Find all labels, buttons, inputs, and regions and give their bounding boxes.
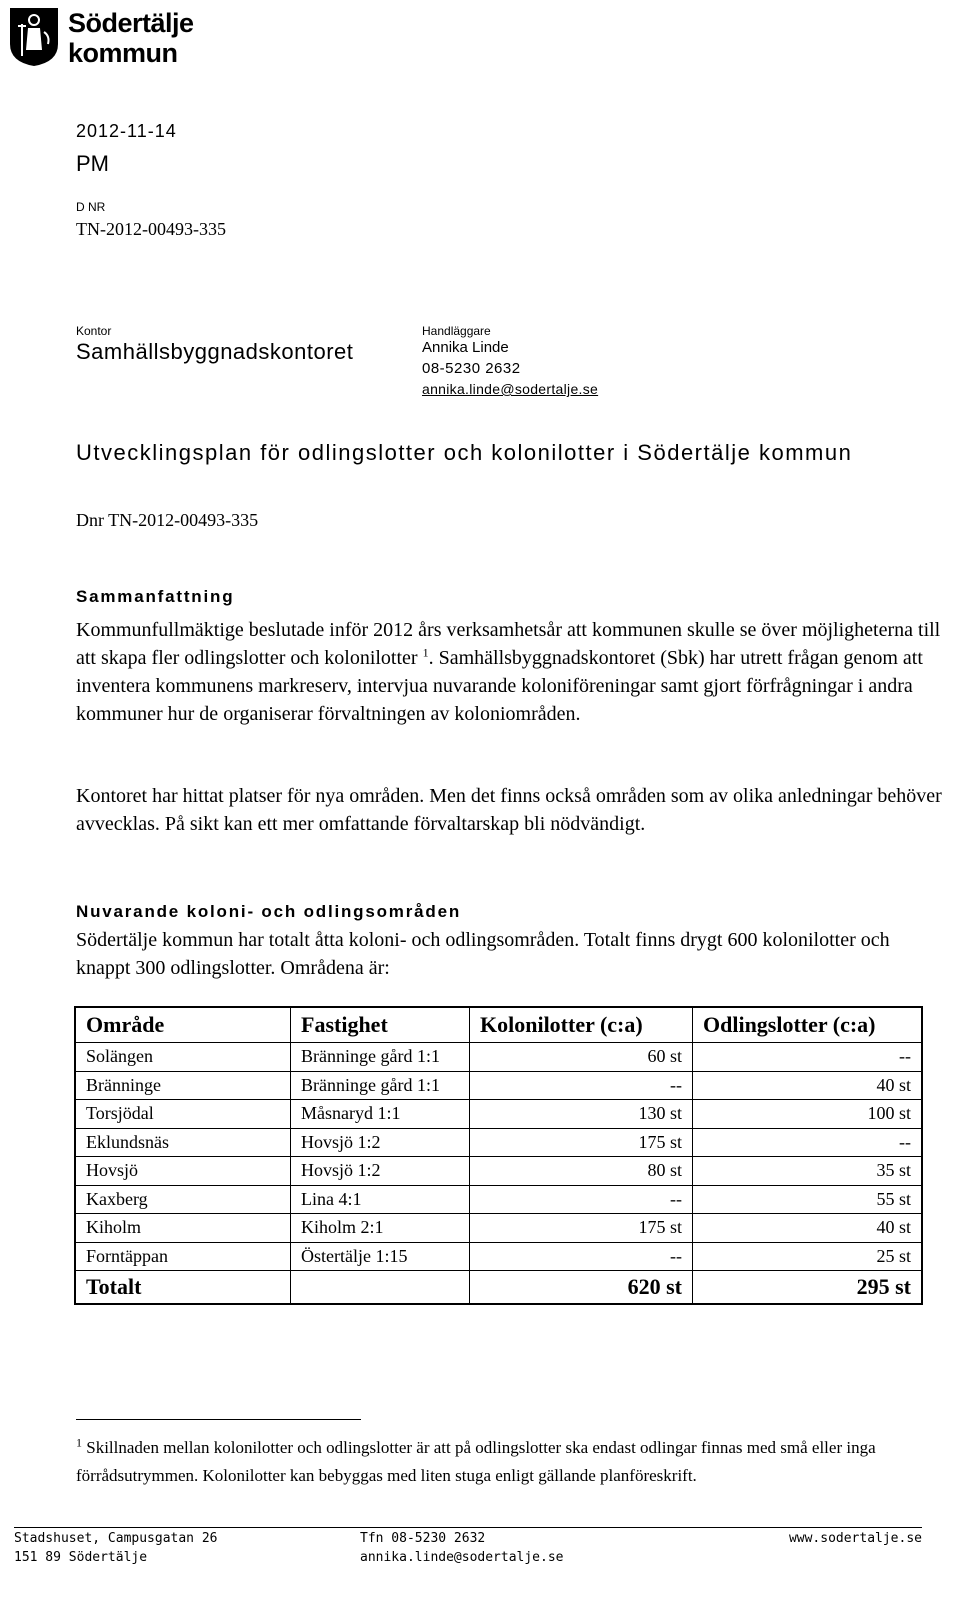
coat-of-arms-icon (8, 6, 60, 68)
summary-text-before: Kommunfullmäktige beslutade inför 2012 års verksamhetsår att kommunen skulle se över möjligheterna till att skapa fler odlingslotter och kolonilotter (76, 619, 941, 669)
footnote-text: Skillnaden mellan kolonilotter och odlingslotter är att på odlingslotter ska endast odlingar finnas med små eller inga förrådsutrymmen. Kolonilotter kan bebyggas med liten stuga enligt gällande planföreskrift. (76, 1438, 876, 1485)
cell-area: Kaxberg (75, 1185, 291, 1214)
cell-property: Måsnaryd 1:1 (291, 1100, 470, 1129)
total-cell-property (291, 1271, 470, 1305)
cell-colony-plots: 175 st (470, 1214, 693, 1243)
page-title: Utvecklingsplan för odlingslotter och kolonilotter i Södertälje kommun (76, 440, 853, 465)
table-row (75, 1214, 922, 1243)
footer-website[interactable]: www.sodertalje.se (788, 1531, 922, 1546)
document-date: 2012-11-14 (76, 121, 177, 141)
cell-property: Hovsjö 1:2 (291, 1128, 470, 1157)
footer-email[interactable]: annika.linde@sodertalje.se (360, 1550, 564, 1565)
cell-area: Eklundsnäs (75, 1128, 291, 1157)
total-cell-colony-plots: 620 st (470, 1271, 693, 1305)
handler-email-link[interactable]: annika.linde@sodertalje.se (422, 381, 599, 397)
cell-property: Kiholm 2:1 (291, 1214, 470, 1243)
footer-address-line1: Stadshuset, Campusgatan 26 (14, 1531, 218, 1546)
table-row (75, 1242, 922, 1271)
handler-name: Annika Linde (422, 339, 509, 356)
org-name-line2: kommun (68, 38, 178, 68)
org-name-line1: Södertälje (68, 8, 194, 38)
summary-heading: Sammanfattning (76, 587, 235, 606)
summary-paragraph-2: Kontoret har hittat platser för nya områden. Men det finns också områden som av olika anledningar behöver avvecklas. På sikt kan ett mer omfattande förvaltarskap bli nödvändigt. (76, 785, 942, 835)
summary-text-after: . Samhällsbyggnadskontoret (Sbk) har utrett frågan genom att inventera kommunens markreserv, intervjua nuvarande koloniföreningar samt gjort förfrågningar i andra kommuner hur de organiserar förvaltningen av koloniområden. (76, 647, 923, 725)
cell-area: Kiholm (75, 1214, 291, 1243)
handler-phone: 08-5230 2632 (422, 360, 521, 377)
current-areas-heading: Nuvarande koloni- och odlingsområden (76, 902, 462, 921)
table-row (75, 1043, 922, 1072)
cell-colony-plots: -- (470, 1242, 693, 1271)
footnote-divider (76, 1419, 361, 1420)
handler-label: Handläggare (422, 324, 491, 338)
cell-growing-plots: 40 st (693, 1214, 923, 1243)
col-header-area: Område (75, 1007, 291, 1043)
current-areas-paragraph: Södertälje kommun har totalt åtta koloni- och odlingsområden. Totalt finns drygt 600 kolonilotter och knappt 300 odlingslotter. Områdena är: (76, 929, 890, 979)
summary-paragraph-1 (76, 616, 946, 728)
cell-property: Lina 4:1 (291, 1185, 470, 1214)
cell-growing-plots: 35 st (693, 1157, 923, 1186)
cell-property: Östertälje 1:15 (291, 1242, 470, 1271)
cell-area: Solängen (75, 1043, 291, 1072)
table-row (75, 1157, 922, 1186)
table-row (75, 1185, 922, 1214)
office-label: Kontor (76, 324, 112, 338)
cell-area: Torsjödal (75, 1100, 291, 1129)
cell-growing-plots: 55 st (693, 1185, 923, 1214)
cell-property: Bränninge gård 1:1 (291, 1043, 470, 1072)
footnote-ref: 1 (422, 645, 429, 660)
cell-area: Hovsjö (75, 1157, 291, 1186)
total-cell-area: Totalt (75, 1271, 291, 1305)
cell-colony-plots: -- (470, 1071, 693, 1100)
table-header-row (75, 1007, 922, 1043)
areas-table (74, 1006, 923, 1305)
cell-colony-plots: -- (470, 1185, 693, 1214)
cell-growing-plots: -- (693, 1128, 923, 1157)
footer-divider (14, 1527, 922, 1528)
cell-colony-plots: 175 st (470, 1128, 693, 1157)
cell-growing-plots: 100 st (693, 1100, 923, 1129)
office-value: Samhällsbyggnadskontoret (76, 339, 354, 364)
cell-property: Bränninge gård 1:1 (291, 1071, 470, 1100)
table-row (75, 1100, 922, 1129)
cell-growing-plots: 25 st (693, 1242, 923, 1271)
cell-property: Hovsjö 1:2 (291, 1157, 470, 1186)
col-header-growing-plots: Odlingslotter (c:a) (693, 1007, 923, 1043)
cell-colony-plots: 130 st (470, 1100, 693, 1129)
table-row (75, 1071, 922, 1100)
dnr-value: TN-2012-00493-335 (76, 219, 226, 239)
footnote-marker: 1 (76, 1435, 82, 1450)
col-header-property: Fastighet (291, 1007, 470, 1043)
col-header-colony-plots: Kolonilotter (c:a) (470, 1007, 693, 1043)
footer-address-line2: 151 89 Södertälje (14, 1550, 148, 1565)
table-total-row (75, 1271, 922, 1305)
cell-colony-plots: 80 st (470, 1157, 693, 1186)
dnr-label: D NR (76, 200, 106, 214)
title-dnr: Dnr TN-2012-00493-335 (76, 510, 259, 530)
footer-phone: Tfn 08-5230 2632 (360, 1531, 486, 1546)
total-cell-growing-plots: 295 st (693, 1271, 923, 1305)
cell-colony-plots: 60 st (470, 1043, 693, 1072)
document-type: PM (76, 151, 109, 176)
cell-area: Forntäppan (75, 1242, 291, 1271)
table-row (75, 1128, 922, 1157)
cell-growing-plots: 40 st (693, 1071, 923, 1100)
footnote (76, 1434, 946, 1490)
cell-area: Bränninge (75, 1071, 291, 1100)
cell-growing-plots: -- (693, 1043, 923, 1072)
org-logo (8, 6, 208, 70)
